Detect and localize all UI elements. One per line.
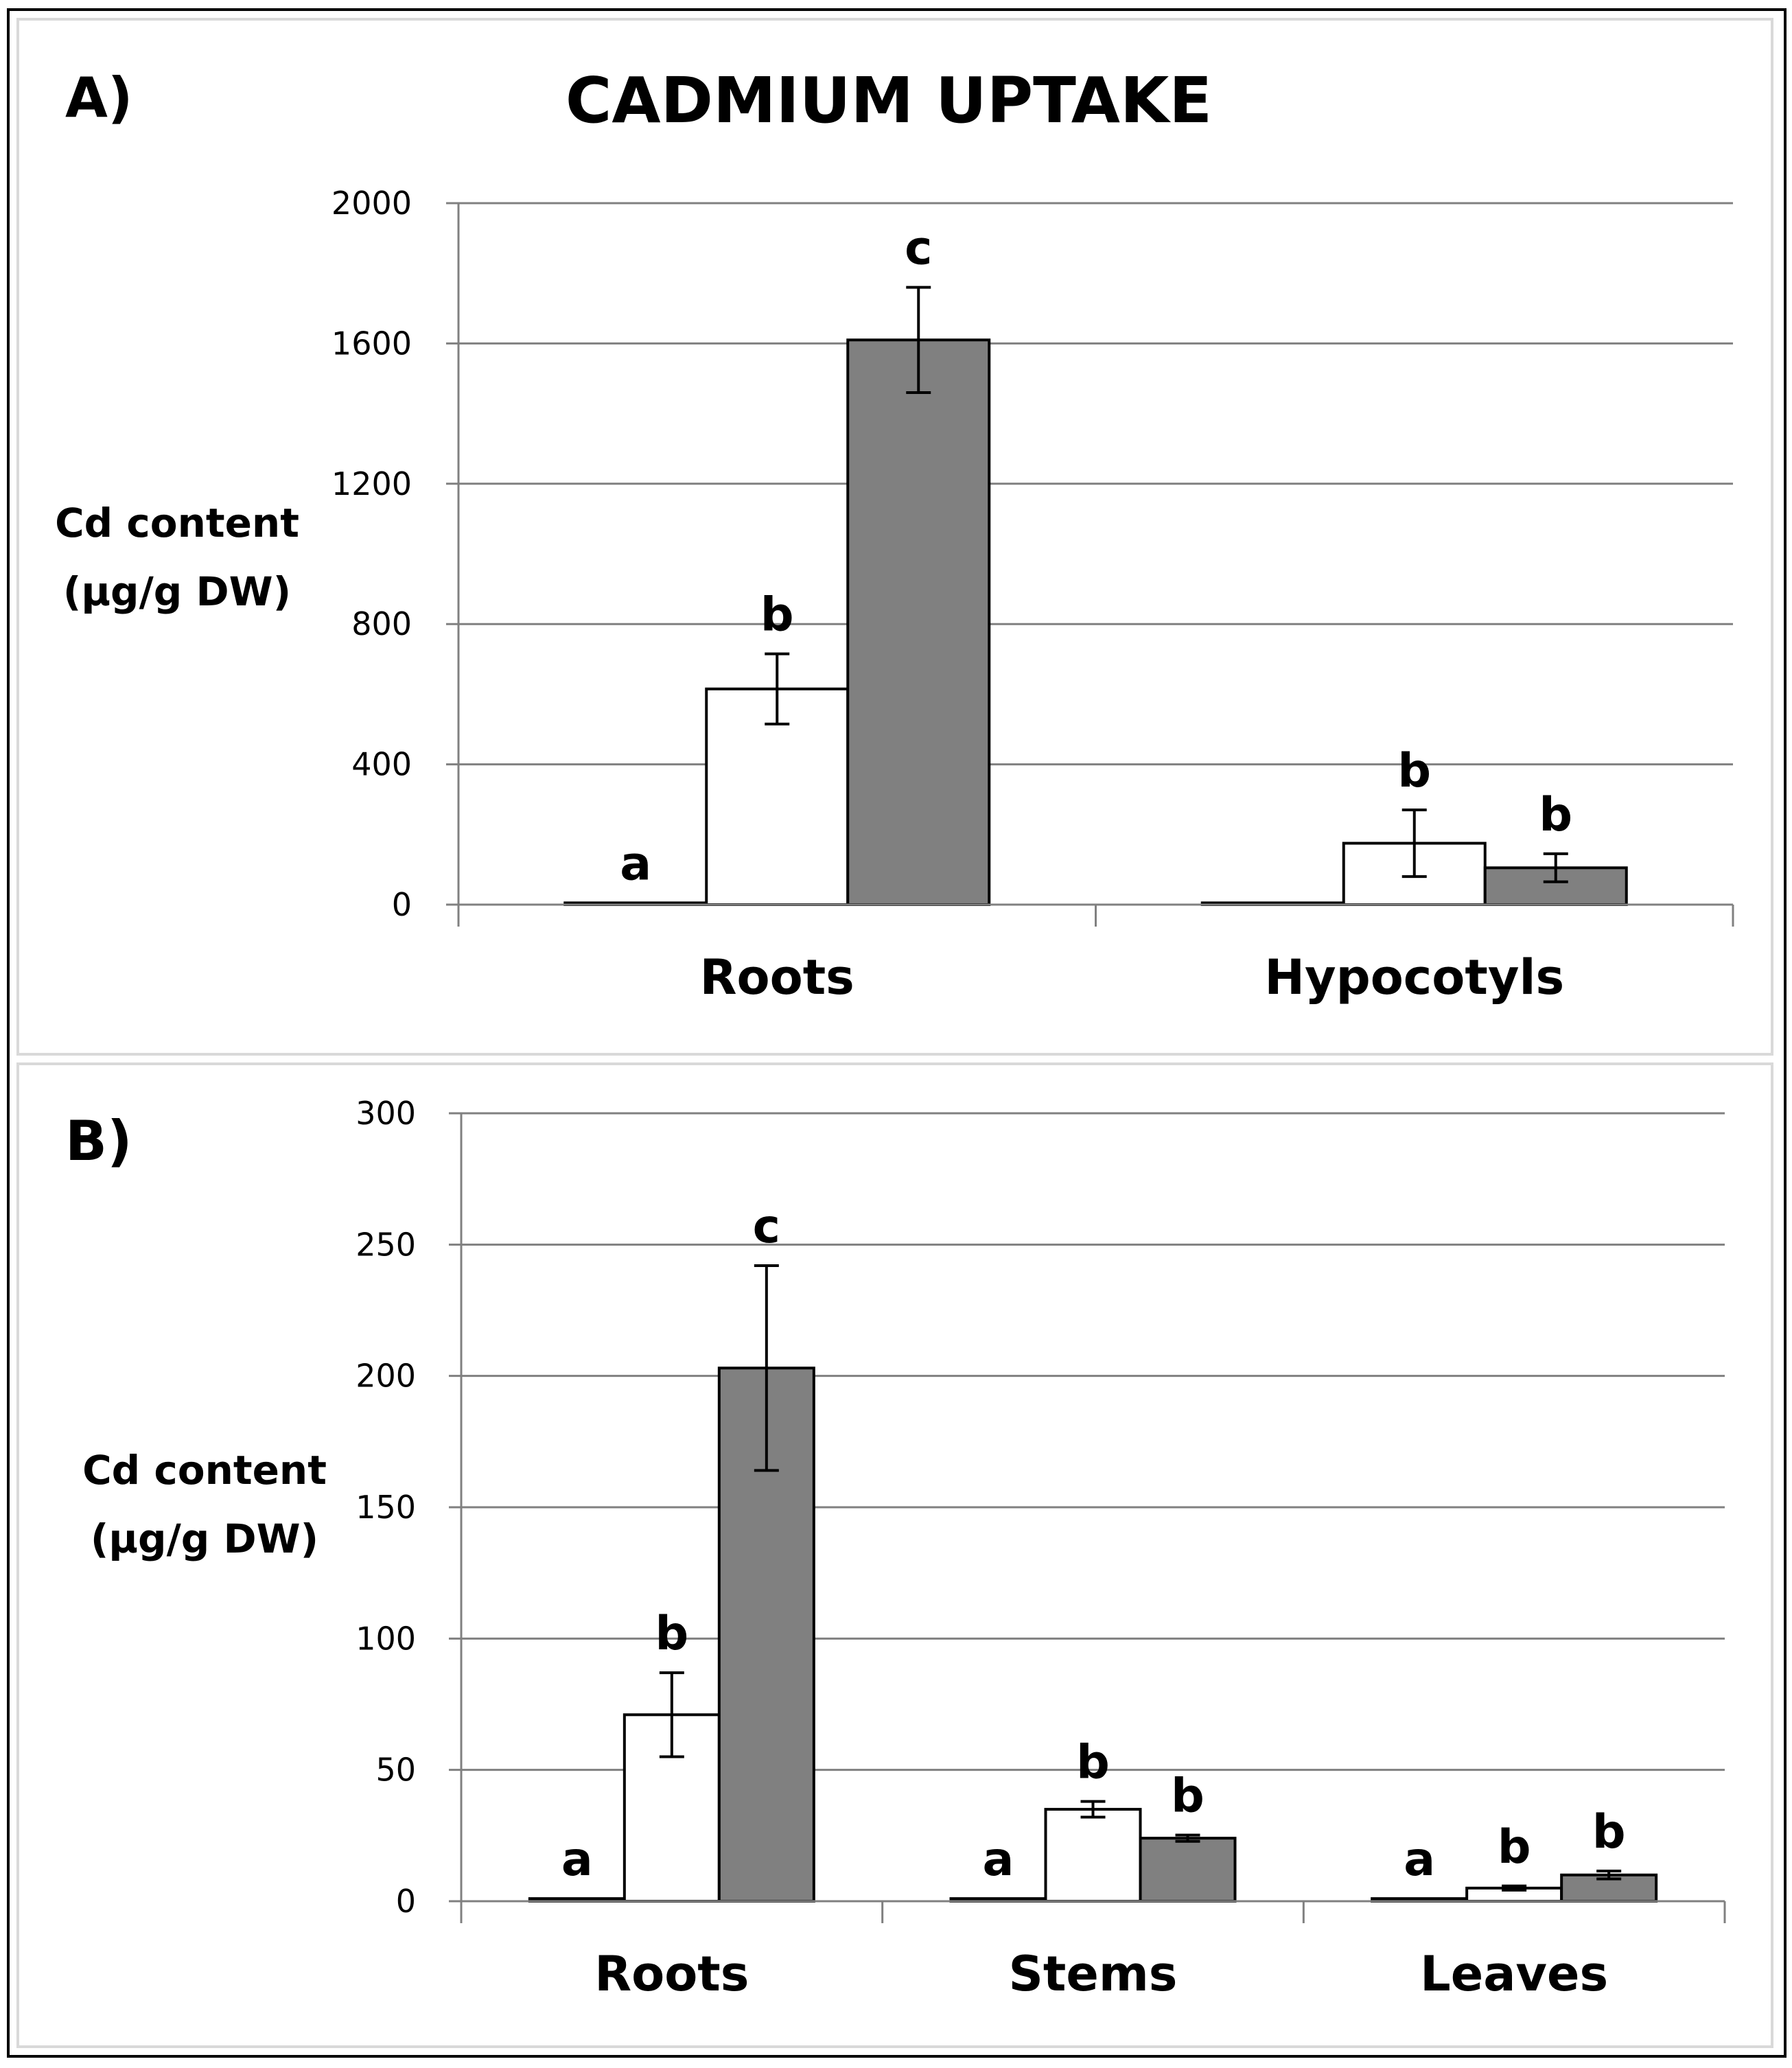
significance-letter: b <box>1497 1820 1531 1874</box>
bar <box>848 340 989 905</box>
x-category-label: Roots <box>594 1946 749 2002</box>
panel-b-ylabel-line1: Cd content <box>82 1447 327 1494</box>
y-tick-label: 100 <box>356 1620 416 1658</box>
outer-frame <box>8 10 1785 2056</box>
x-category-label: Roots <box>699 949 854 1006</box>
significance-letter: b <box>1539 787 1573 842</box>
panel-b-ylabel-line2: (µg/g DW) <box>90 1515 319 1562</box>
y-tick-label: 250 <box>356 1226 416 1264</box>
significance-letter: b <box>1171 1769 1205 1824</box>
significance-letter: a <box>561 1833 593 1887</box>
y-tick-label: 400 <box>351 745 412 783</box>
y-tick-label: 50 <box>375 1751 416 1789</box>
y-tick-label: 1600 <box>331 325 412 362</box>
significance-letter: b <box>655 1607 689 1662</box>
x-category-label: Leaves <box>1420 1946 1609 2002</box>
significance-letter: b <box>1592 1804 1626 1859</box>
y-tick-label: 2000 <box>331 185 412 222</box>
significance-letter: b <box>760 588 794 642</box>
panel-a-ylabel-line2: (µg/g DW) <box>62 568 292 615</box>
bar <box>1046 1809 1141 1901</box>
y-tick-label: 0 <box>391 886 412 923</box>
y-tick-label: 150 <box>356 1489 416 1526</box>
y-tick-label: 200 <box>356 1357 416 1395</box>
significance-letter: a <box>982 1833 1014 1887</box>
panel-b-categories <box>594 1946 1608 2002</box>
panel-b-label: B) <box>65 1109 132 1173</box>
significance-letter: a <box>1404 1833 1436 1887</box>
y-tick-label: 0 <box>395 1883 416 1920</box>
y-tick-label: 1200 <box>331 465 412 502</box>
significance-letter: a <box>620 837 652 892</box>
y-tick-label: 300 <box>356 1095 416 1132</box>
significance-letter: c <box>905 221 933 276</box>
panel-a-label: A) <box>65 66 133 130</box>
significance-letter: b <box>1397 744 1432 799</box>
bar <box>1141 1838 1235 1901</box>
x-category-label: Stems <box>1008 1946 1178 2002</box>
chart-title: CADMIUM UPTAKE <box>565 64 1213 137</box>
significance-letter: b <box>1076 1735 1110 1790</box>
x-category-label: Hypocotyls <box>1264 949 1565 1006</box>
panel-a-ylabel-line1: Cd content <box>55 500 299 546</box>
y-tick-label: 800 <box>351 605 412 643</box>
significance-letter: c <box>752 1199 780 1254</box>
